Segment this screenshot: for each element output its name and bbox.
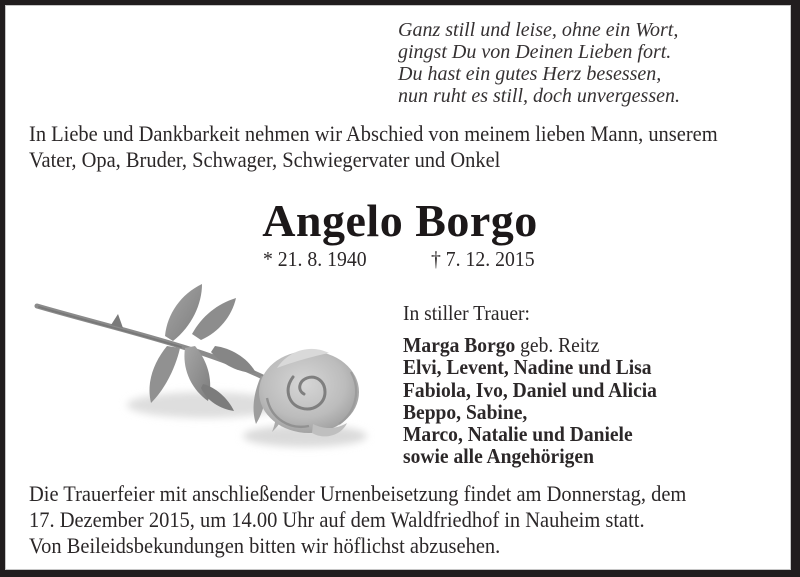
intro-text bbox=[29, 121, 718, 173]
frame-border-bottom bbox=[0, 569, 800, 577]
rose-image bbox=[15, 276, 390, 471]
condolence-note: Von Beileidsbekundungen bitten wir höflichst abzusehen. bbox=[29, 533, 501, 558]
frame-border-top bbox=[0, 0, 800, 5]
life-dates bbox=[0, 247, 800, 273]
frame-border-right bbox=[791, 0, 800, 577]
poem-line: Du hast ein gutes Herz besessen, bbox=[398, 63, 662, 85]
condolence-poem bbox=[398, 19, 680, 107]
mourner-line bbox=[403, 356, 657, 378]
mourner-name: Beppo, Sabine, bbox=[403, 399, 528, 424]
intro-line: In Liebe und Dankbarkeit nehmen wir Abschied von meinem lieben Mann, unserem bbox=[29, 121, 718, 146]
mourner-line bbox=[403, 379, 657, 401]
deceased-name: Angelo Borgo bbox=[262, 195, 538, 246]
mourner-line bbox=[403, 423, 657, 445]
funeral-info bbox=[29, 481, 686, 533]
mourner-name: sowie alle Angehörigen bbox=[403, 444, 594, 469]
birth-date: * 21. 8. 1940 bbox=[263, 247, 367, 271]
mourner-suffix: geb. Reitz bbox=[515, 333, 600, 357]
poem-line: Ganz still und leise, ohne ein Wort, bbox=[398, 19, 679, 41]
mourner-name: Marga Borgo bbox=[403, 333, 516, 357]
death-date: † 7. 12. 2015 bbox=[431, 247, 535, 271]
mourner-line bbox=[403, 334, 657, 356]
rose-stem-shading bbox=[39, 307, 181, 347]
mourners-heading: In stiller Trauer: bbox=[403, 301, 530, 325]
mourner-line bbox=[403, 401, 657, 423]
intro-line: Vater, Opa, Bruder, Schwager, Schwiegervater und Onkel bbox=[29, 147, 501, 172]
mourner-line bbox=[403, 445, 657, 467]
frame-border-left bbox=[0, 0, 5, 577]
funeral-line: Die Trauerfeier mit anschließender Urnenbeisetzung findet am Donnerstag, dem bbox=[29, 481, 687, 506]
mourner-name: Elvi, Levent, Nadine und Lisa bbox=[403, 355, 652, 380]
mourner-name: Fabiola, Ivo, Daniel und Alicia bbox=[403, 377, 657, 402]
mourners-block bbox=[403, 301, 657, 468]
poem-line: gingst Du von Deinen Lieben fort. bbox=[398, 41, 672, 63]
funeral-line: 17. Dezember 2015, um 14.00 Uhr auf dem Waldfriedhof in Nauheim statt. bbox=[29, 507, 645, 532]
mourner-name: Marco, Natalie und Daniele bbox=[403, 422, 633, 447]
poem-line: nun ruht es still, doch unvergessen. bbox=[398, 85, 681, 107]
mourners-list bbox=[403, 334, 657, 468]
